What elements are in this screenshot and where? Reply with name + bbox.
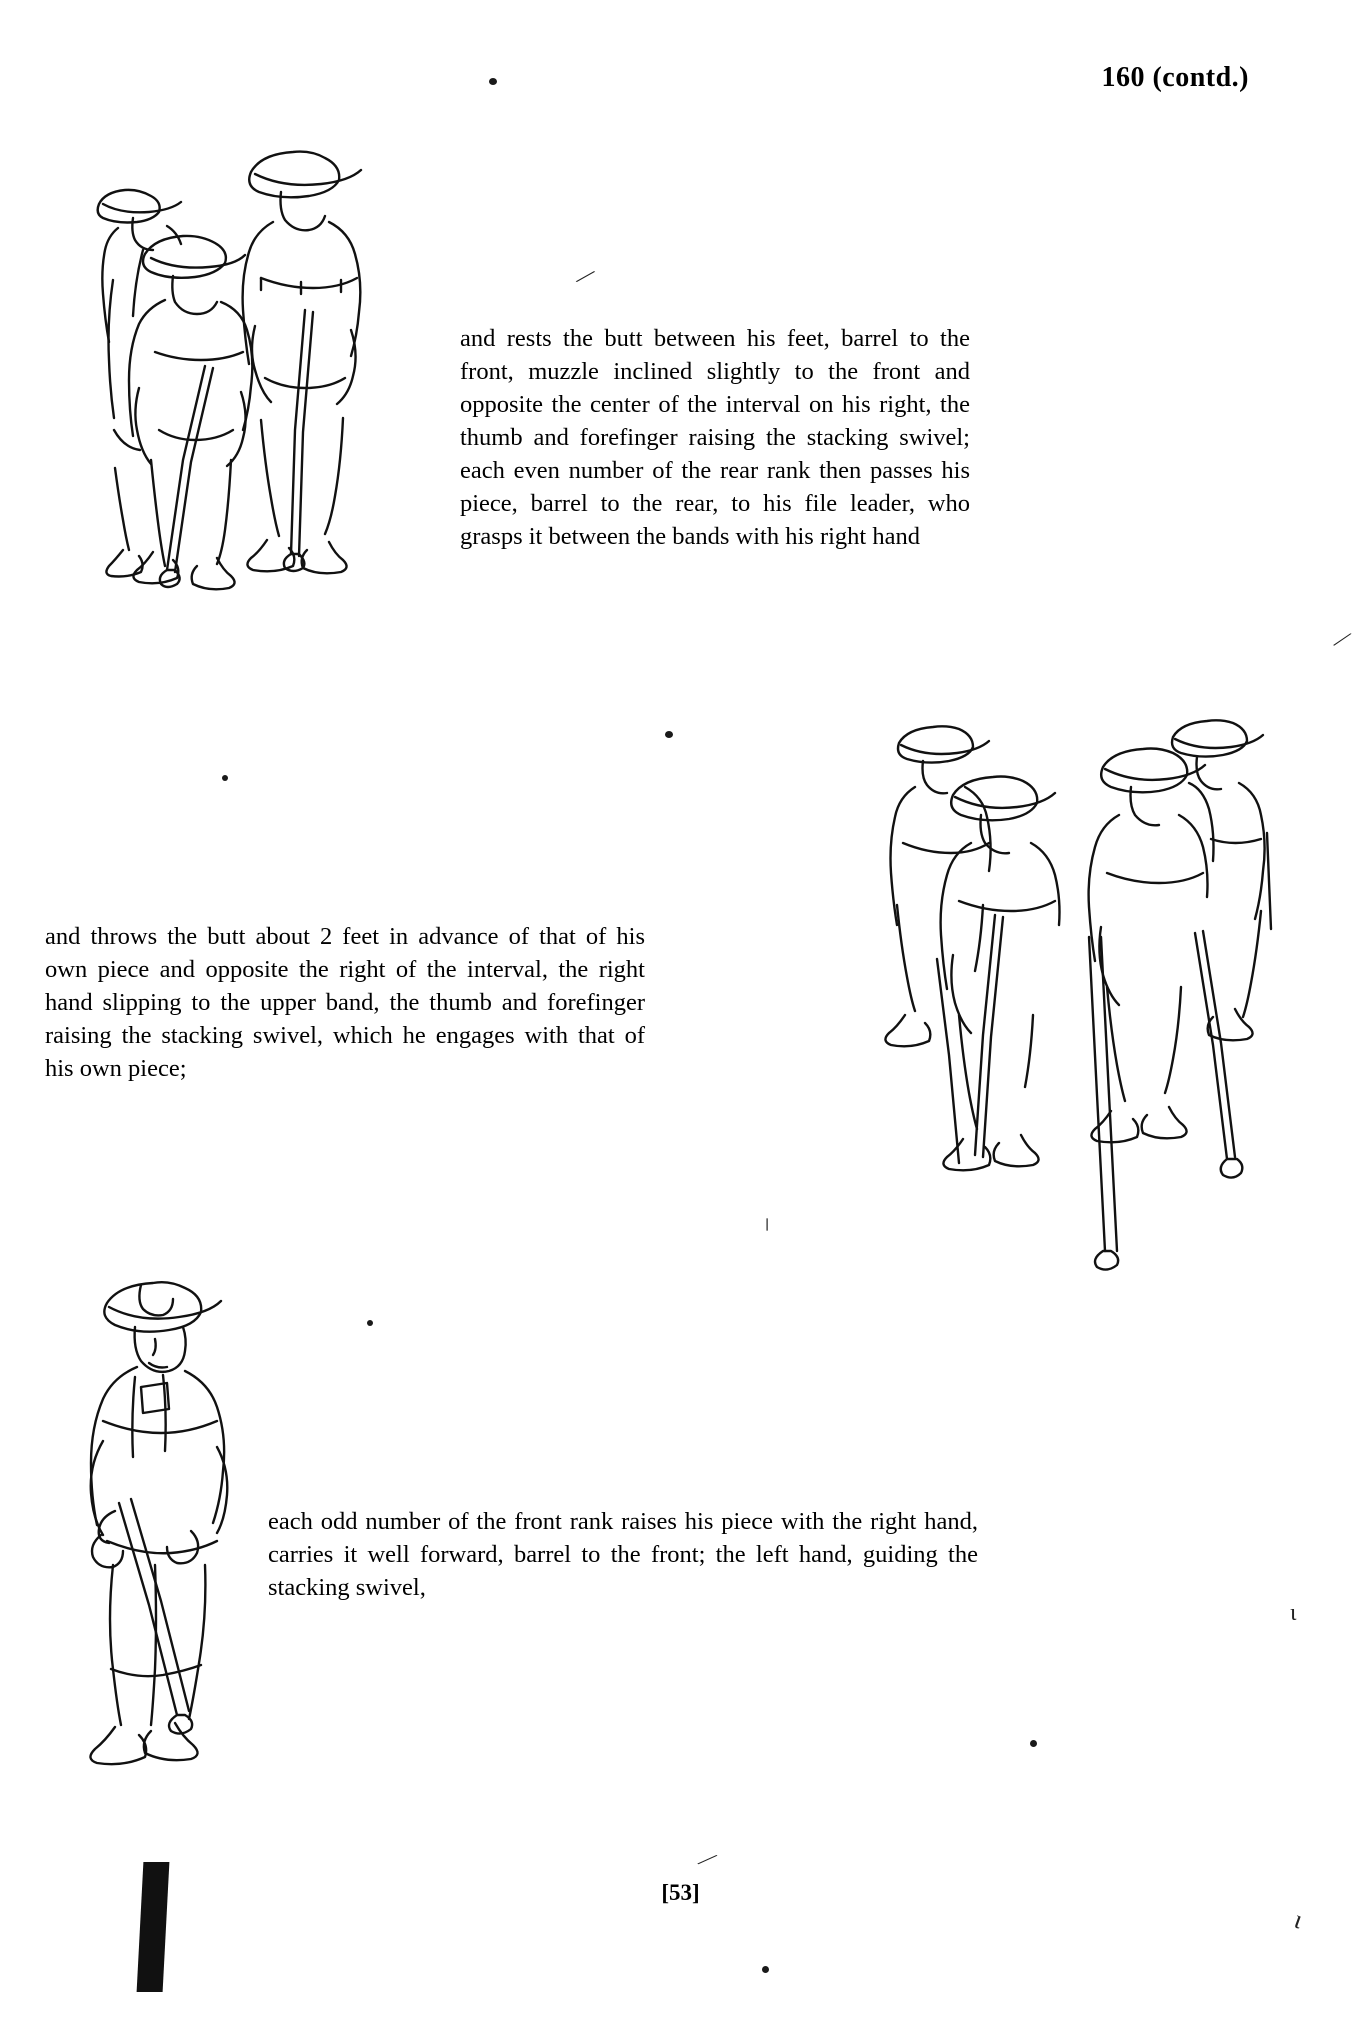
scan-speck (665, 731, 673, 738)
figure-top-left (55, 130, 405, 610)
page-folio: [53] (661, 1880, 700, 1905)
figure-middle-right (875, 715, 1295, 1275)
page-header-number: 160 (contd.) (1101, 62, 1249, 93)
scan-speck (1030, 1740, 1037, 1747)
paragraph-3: each odd number of the front rank raises his piece with the right hand, carries it well forward, barrel to the front; the left hand, guiding the stacking swivel, (268, 1508, 978, 1602)
paragraph-2: and throws the butt about 2 feet in advance of that of his own piece and opposite the right of the interval, the right hand slipping to the upper band, the thumb and forefinger raising the stacking swivel, which he engages with that of his own piece; (45, 923, 645, 1083)
scan-tick: ⁄ (577, 262, 594, 291)
scan-tick: ι (1290, 1600, 1297, 1626)
scan-speck (222, 775, 228, 781)
scan-tick: ι (1290, 1904, 1307, 1935)
scan-tick: ⁄ (698, 1845, 717, 1874)
scan-tick: ⁄ (1335, 625, 1350, 654)
scan-speck (762, 1966, 769, 1973)
scan-tick: – (755, 1218, 782, 1231)
paragraph-1: and rests the butt between his feet, barrel to the front, muzzle inclined slightly to the front and opposite the center of the interval on his right, the thumb and forefinger raising the stacking swivel; each even number of the rear rank then passes his piece, barrel to the rear, to his file leader, who grasps it between the bands with his right hand (460, 325, 970, 551)
scan-speck (489, 78, 497, 85)
scan-speck (367, 1320, 373, 1326)
figure-bottom-left (45, 1265, 255, 1875)
